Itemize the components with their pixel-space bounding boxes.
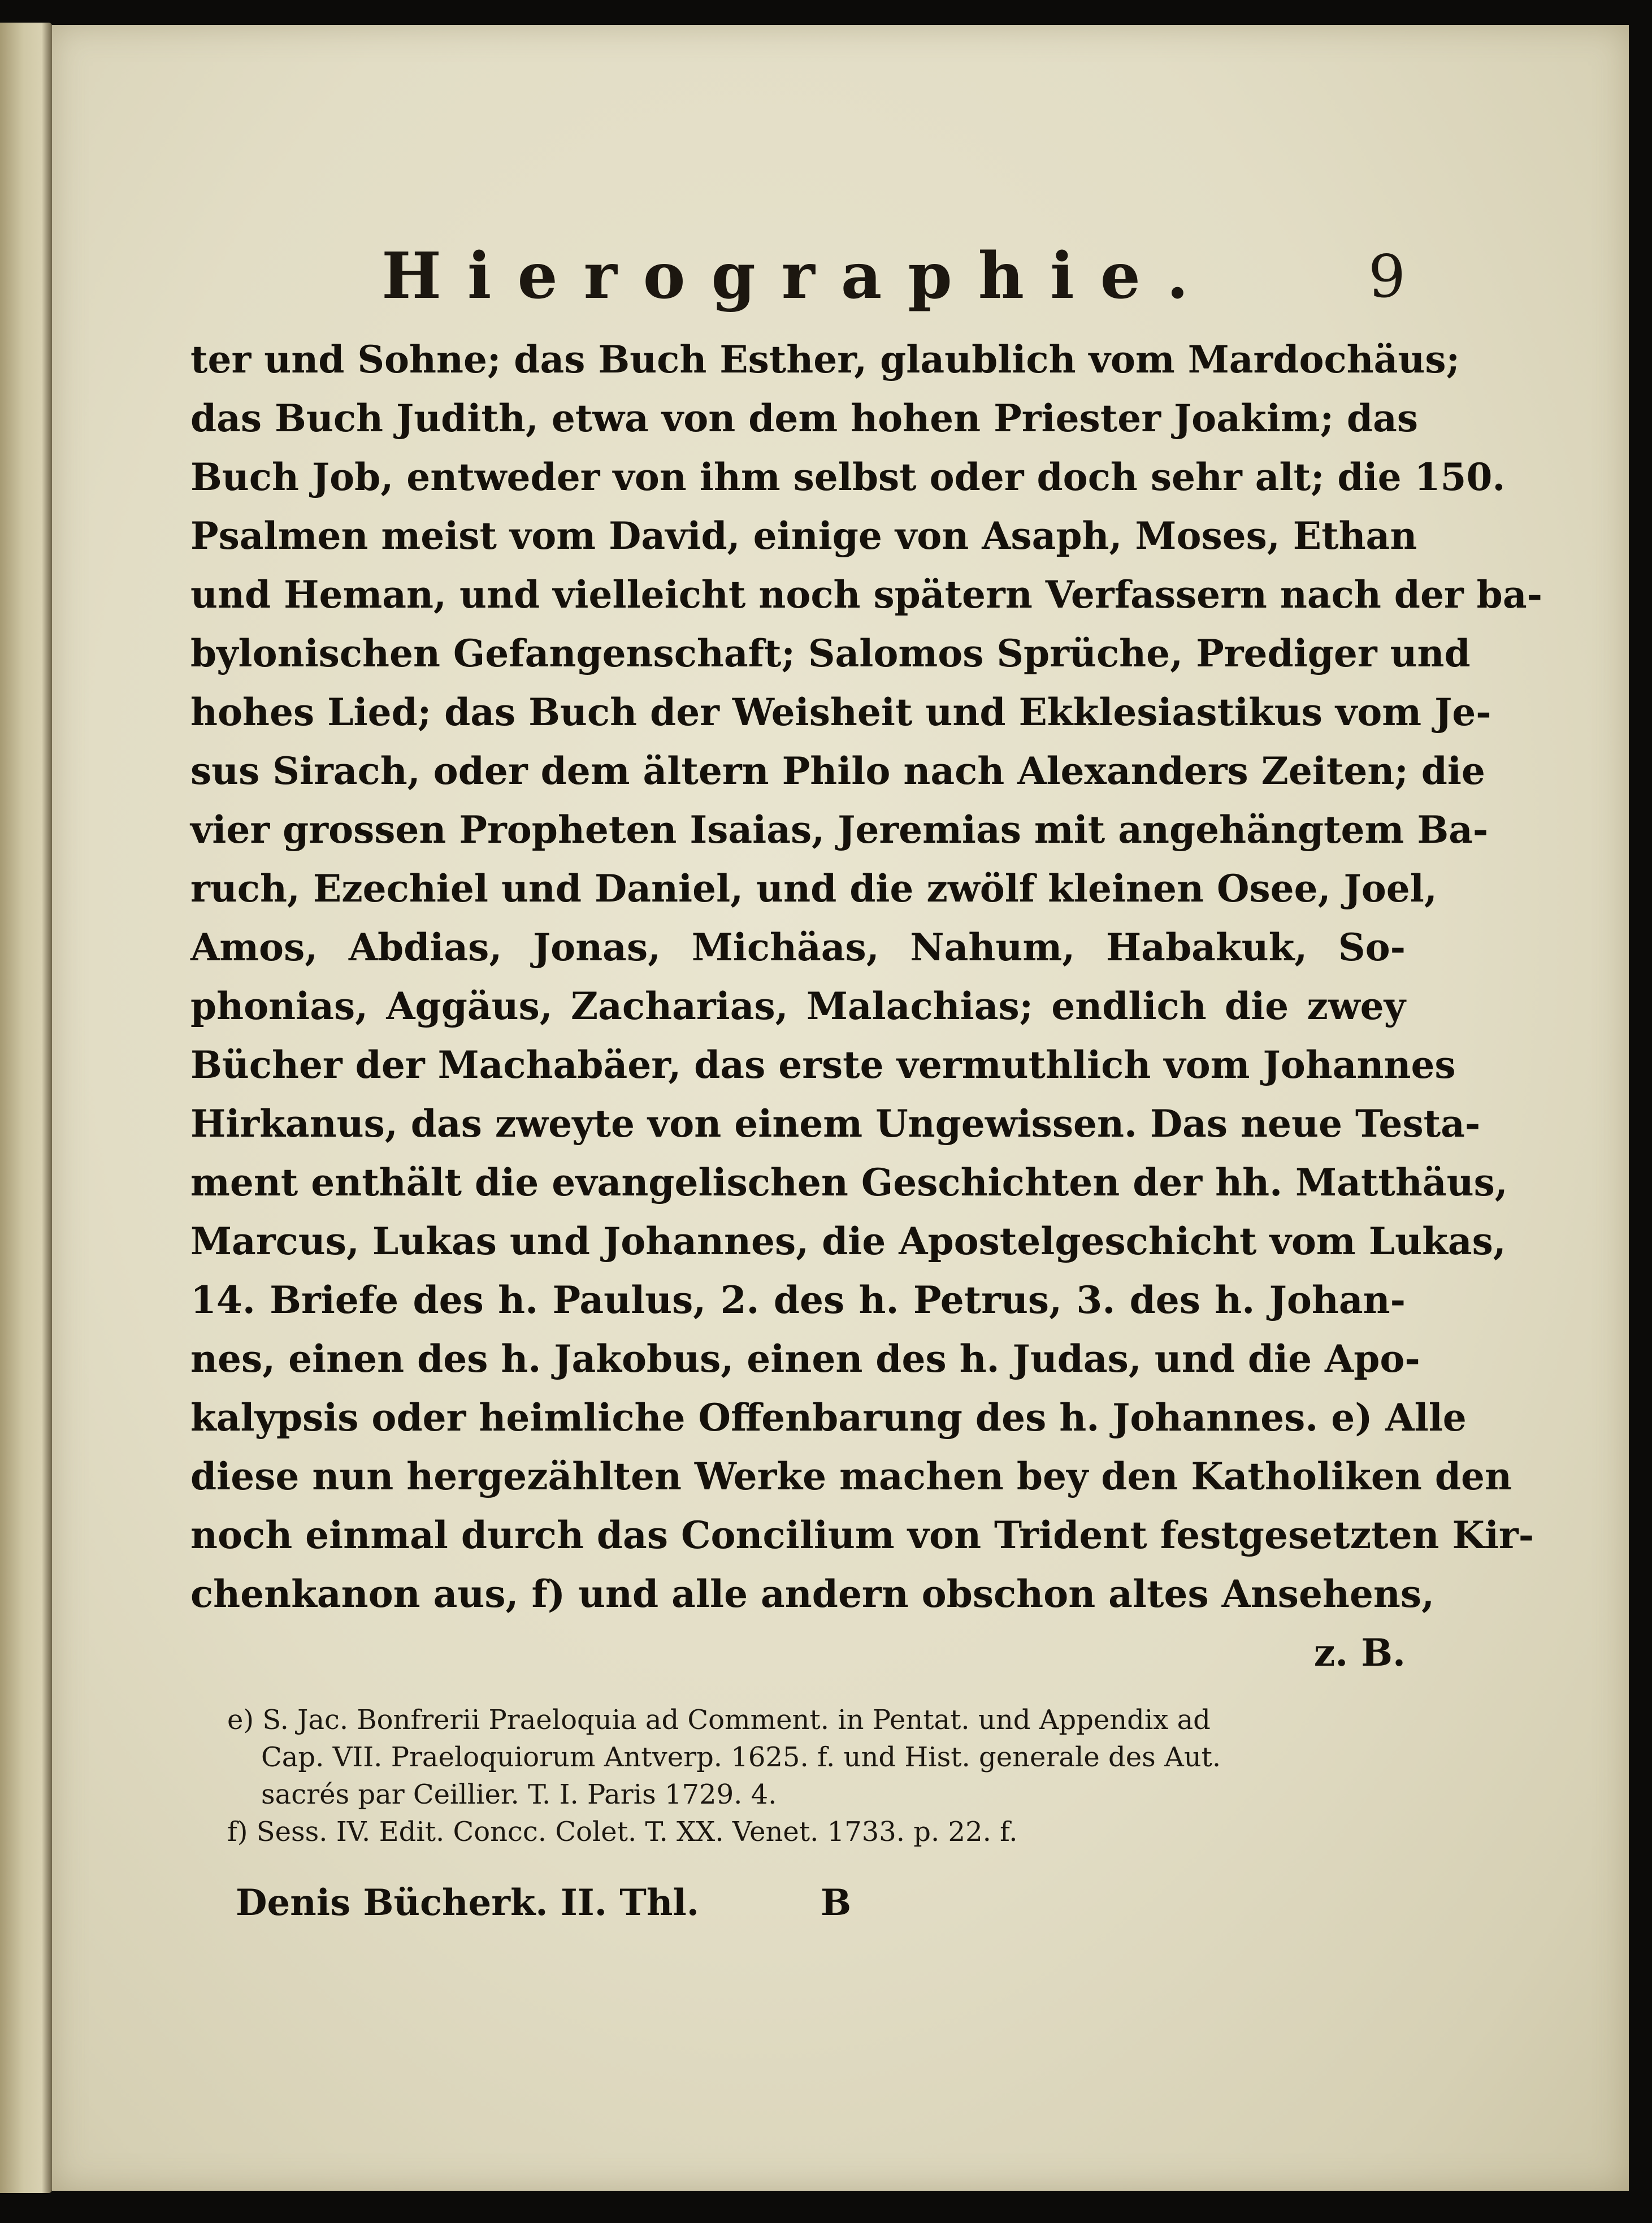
text-line: Buch Job, entweder von ihm selbst oder doch sehr alt; die 150. (190, 455, 1506, 499)
text-line: phonias, Aggäus, Zacharias, Malachias; endlich die zwey (190, 984, 1406, 1028)
text-line: ter und Sohne; das Buch Esther, glaublich vom Mardochäus; (190, 337, 1460, 382)
text-line: chenkanon aus, f) und alle andern obschon altes Ansehens, (190, 1572, 1435, 1616)
text-line: ruch, Ezechiel und Daniel, und die zwölf kleinen Osee, Joel, (190, 866, 1437, 911)
footnote-line: e) S. Jac. Bonfrerii Praeloquia ad Comment. in Pentat. und Appendix ad (227, 1704, 1211, 1736)
text-line: Marcus, Lukas und Johannes, die Apostelgeschicht vom Lukas, (190, 1219, 1506, 1263)
text-line: sus Sirach, oder dem ältern Philo nach Alexanders Zeiten; die (190, 749, 1485, 793)
text-line: diese nun hergezählten Werke machen bey den Katholiken den (190, 1454, 1512, 1498)
signature-line: Denis Bücherk. II. Thl. (236, 1882, 700, 1924)
text-line: hohes Lied; das Buch der Weisheit und Ekklesiastikus vom Je- (190, 690, 1491, 734)
left-page-edge (0, 23, 52, 2193)
text-line: noch einmal durch das Concilium von Trident festgesetzten Kir- (190, 1513, 1534, 1557)
footnotes (227, 1701, 1391, 1851)
page-number: 9 (1368, 242, 1406, 311)
text-line: Bücher der Machabäer, das erste vermuthlich vom Johannes (190, 1043, 1456, 1087)
footnote-line: Cap. VII. Praeloquiorum Antverp. 1625. f. und Hist. generale des Aut. (261, 1741, 1221, 1773)
text-line: Psalmen meist vom David, einige von Asaph, Moses, Ethan (190, 514, 1417, 558)
signature-mark: B (821, 1882, 852, 1924)
text-line: Hirkanus, das zweyte von einem Ungewissen. Das neue Testa- (190, 1102, 1481, 1146)
running-title: Hierographie. (381, 239, 1215, 313)
text-line: und Heman, und vielleicht noch spätern Verfassern nach der ba- (190, 573, 1542, 617)
footnote-line: f) Sess. IV. Edit. Concc. Colet. T. XX. Venet. 1733. p. 22. f. (227, 1816, 1018, 1848)
text-line: 14. Briefe des h. Paulus, 2. des h. Petrus, 3. des h. Johan- (190, 1278, 1406, 1322)
footnote-line: sacrés par Ceillier. T. I. Paris 1729. 4. (261, 1779, 777, 1810)
body-text (190, 330, 1542, 1682)
text-line: Amos, Abdias, Jonas, Michäas, Nahum, Habakuk, So- (190, 925, 1406, 969)
page-header (190, 228, 1406, 324)
catchword: z. B. (1313, 1631, 1406, 1675)
text-line: bylonischen Gefangenschaft; Salomos Sprüche, Prediger und (190, 631, 1471, 675)
text-line: vier grossen Propheten Isaias, Jeremias mit angehängtem Ba- (190, 808, 1489, 852)
text-line: ment enthält die evangelischen Geschichten der hh. Matthäus, (190, 1160, 1508, 1204)
text-line: das Buch Judith, etwa von dem hohen Priester Joakim; das (190, 396, 1419, 440)
text-line: nes, einen des h. Jakobus, einen des h. Judas, und die Apo- (190, 1337, 1420, 1381)
text-line: kalypsis oder heimliche Offenbarung des h. Johannes. e) Alle (190, 1396, 1467, 1440)
